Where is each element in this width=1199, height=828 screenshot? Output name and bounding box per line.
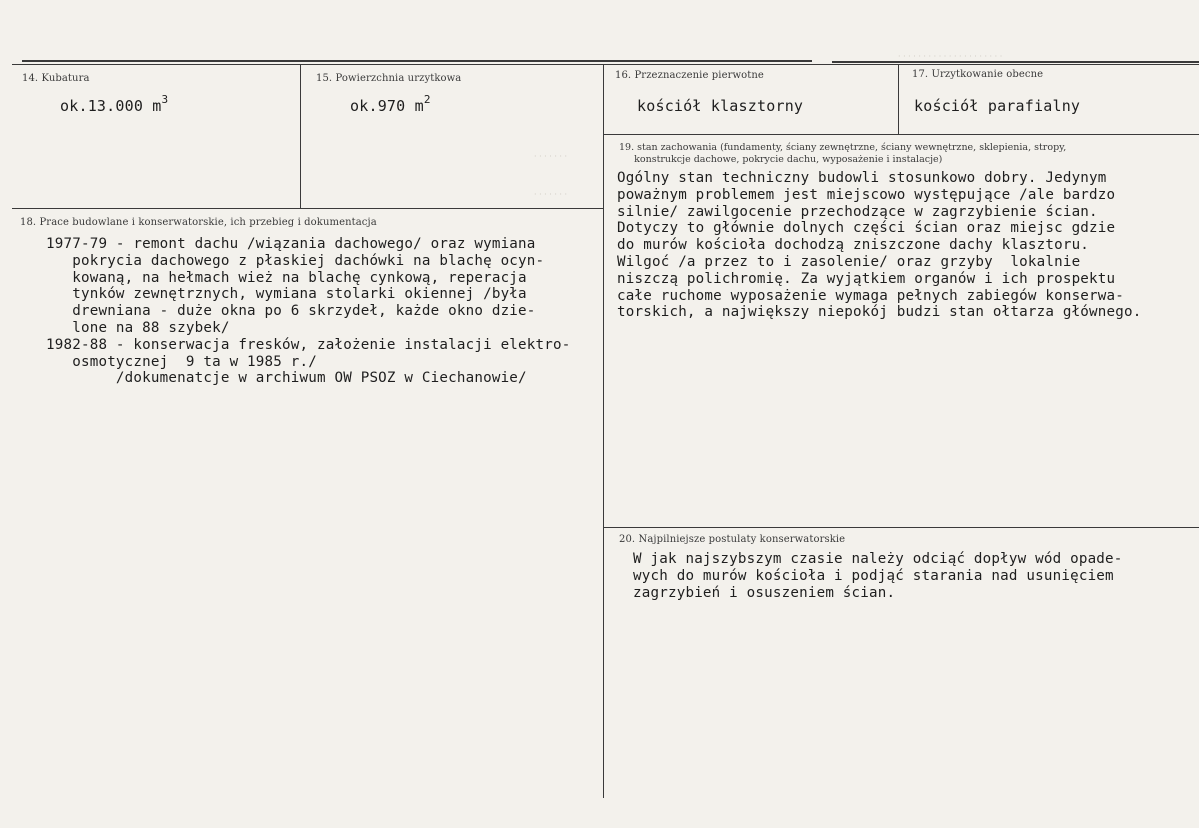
field-18-text: 1977-79 - remont dachu /wiązania dachowego/ oraz wymiana pokrycia dachowego z płaskiej dachówki na blachę ocyn- kowaną, na hełmach wież na blachę cynkową, reperacja tynków zewnętrznych, wymiana stolarki okiennej /była drewniana - duże okna po 6 skrzydeł, każde okno dzie- lone na 88 szybek/ 1982-88 - konserwacja fresków, założenie instalacji elektro- osmotycznej 9 ta w 1985 r./ /dokumenatcje w archiwum OW PSOZ w Ciechanowie/ — [46, 236, 571, 387]
divider-14-15 — [300, 65, 301, 208]
divider-row-18 — [12, 208, 604, 209]
field-14-label: 14. Kubatura — [22, 73, 90, 84]
field-17-value: kościół parafialny — [914, 97, 1081, 115]
field-20-text: W jak najszybszym czasie należy odciąć dopływ wód opade- wych do murów kościoła i podjąć starania nad usunięciem zagrzybień i osuszeniem ścian. — [633, 551, 1123, 601]
field-18-label: 18. Prace budowlane i konserwatorskie, ich przebieg i dokumentacja — [20, 217, 377, 228]
divider-main — [603, 65, 604, 798]
top-border-line — [832, 61, 1199, 63]
field-16-label: 16. Przeznaczenie pierwotne — [615, 70, 764, 81]
field-14-value: ok.13.000 $m^3$ — [60, 93, 169, 115]
field-15-unit-exponent: 2 — [423, 93, 431, 106]
show-through-text: · · · · · · · — [534, 190, 568, 199]
field-19-label: 19. stan zachowania (fundamenty, ściany zewnętrzne, ściany wewnętrzne, sklepienia, stropy, konstrukcje dachowe, pokrycie dachu, wyposażenie i instalacje) — [619, 142, 1067, 165]
field-19-text: Ogólny stan techniczny budowli stosunkowo dobry. Jedynym poważnym problemem jest miejscowo występujące /ale bardzo silnie/ zawilgocenie przechodzące w zagrzybienie ścian. Dotyczy to głównie dolnych części ścian oraz miejsc gdzie do murów kościoła dochodzą zniszczone dachy klasztoru. Wilgoć /a przez to i zasolenie/ oraz grzyby lokalnie niszczą polichromię. Za wyjątkiem organów i ich prospektu całe ruchome wyposażenie wymaga pełnych zabiegów konserwa- torskich, a największy niepokój budzi stan ołtarza głównego. — [617, 170, 1142, 321]
field-17-label: 17. Urzytkowanie obecne — [912, 69, 1044, 80]
show-through-text: · · · · · · · — [534, 152, 568, 161]
field-15-label: 15. Powierzchnia urzytkowa — [316, 73, 462, 84]
field-20-label: 20. Najpilniejsze postulaty konserwatorskie — [619, 534, 846, 545]
divider-row-19 — [604, 134, 1199, 135]
divider-row-20 — [604, 527, 1199, 528]
field-16-value: kościół klasztorny — [637, 97, 804, 115]
divider-16-17 — [898, 65, 899, 134]
field-15-value: ok.970 $m^2$ — [350, 93, 431, 115]
top-border-line-thin — [12, 64, 1199, 65]
top-border-line — [22, 60, 812, 62]
field-14-unit-exponent: 3 — [161, 93, 169, 106]
show-through-text: · · · · · · · · · · · · · · · · · · · · · — [898, 52, 1003, 61]
